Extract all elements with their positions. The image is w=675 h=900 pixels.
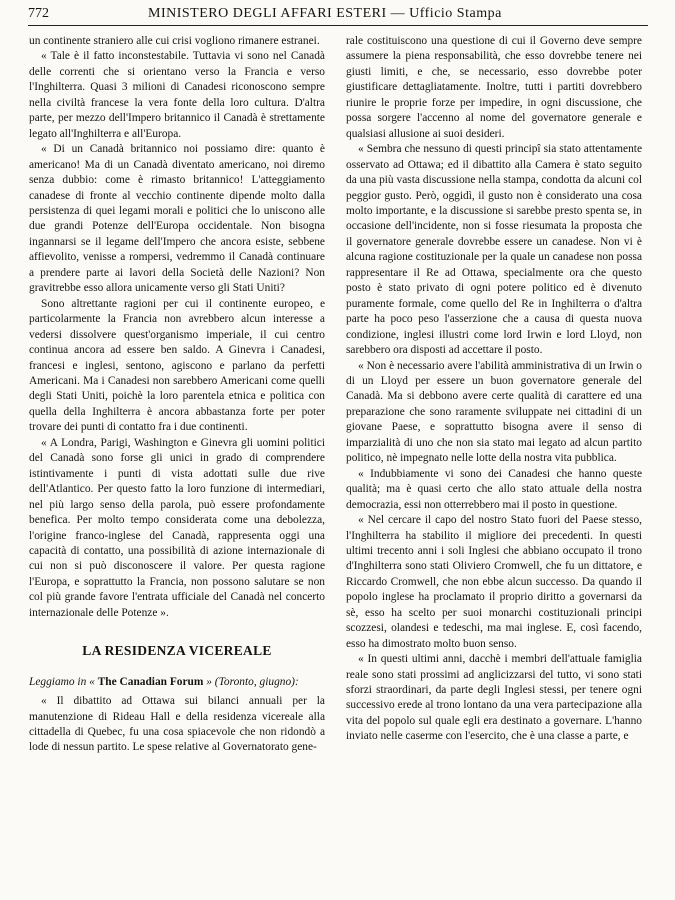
paragraph: rale costituiscono una questione di cui il Governo deve sempre assumere la piena responsabilità, che esso dovrebbe tenere nei giusti limiti, e che, se necessario, esso dovrebbe poter giustificare dettagliatamente. Inoltre, tutti i partiti dovrebbero riunire le proprie forze per impedire, in ogni discussione, che possa sorgere l'accenno al nome del governatore generale e qualsiasi allusione ai suoi desideri. [346,35,642,140]
paragraph: « Indubbiamente vi sono dei Canadesi che hanno queste qualità; ma è quasi certo che allo stato attuale della nostra democrazia, essi non otterrebbero mai il posto in questione. [346,467,642,511]
paragraph: « Nel cercare il capo del nostro Stato fuori del Paese stesso, l'Inghilterra ha stabilito il migliore dei precedenti. In questi ultimi trecento anni i soli Inglesi che abbiano occupato il trono d'Inghilterra sono stati Oliviero Cromwell, che fu un dittatore, e Riccardo Cromwell, che non ebbe alcun successo. Da quando il popolo inglese ha proclamato il proprio diritto a governarsi da sè, esso ha scelto per suoi monarchi costituzionali principi scozzesi, olandesi e tedeschi, ma mai inglese. E, così facendo, esso ha dimostrato molto buon senso. [346,514,642,650]
intro-lead: Leggiamo in « [29,675,95,688]
intro-tail: » (Toronto, giugno): [206,675,299,688]
paragraph: « Tale è il fatto inconstestabile. Tuttavia vi sono nel Canadà delle correnti che si orientano verso la Francia e verso l'Inghilterra. Quasi 3 milioni di Canadesi riconoscono sempre nella civiltà francese la vera fonte della loro cultura. D'altra parte, per mezzo dell'Impero britannico il Canadà è strettamente legato all'Inghilterra e all'Europa. [29,50,325,140]
source-intro [29,675,325,690]
paragraph: « Sembra che nessuno di questi principî sia stato attentamente osservato ad Ottawa; ed il dibattito alla Camera è stato seguito da una più vasta discussione nella stampa, condotta da alcuni col peggior gusto. Però, oggidì, il gusto non è considerato una cosa molto importante, e la discussione si sarebbe presto spenta se, in occasione dell'incidente, non si fosse riesumata la proposta che il governatore generale dovrebbe essere un canadese. Non vi è alcuna ragione costituzionale per la quale un canadese non possa rappresentare il Re ad Ottawa, specialmente ora che questo posto è stato privato di ogni potere politico ed è divenuto puramente formale, come quello del Re in Inghilterra o d'altra parte ha poco peso l'asserzione che a causa di questa nuova condizione, inglesi illustri come lord Irwin e lord Lloyd, non sarebbero ora disposti ad accettare il posto. [346,143,642,357]
running-title: MINISTERO DEGLI AFFARI ESTERI — Ufficio Stampa [148,6,502,21]
section-heading: LA RESIDENZA VICEREALE [82,643,272,659]
paragraph: Sono altrettante ragioni per cui il continente europeo, e particolarmente la Francia non avrebbero alcun interesse a vedersi dissolvere quest'organismo imperiale, il cui centro continua ancora ad essere ben saldo. A Ginevra i Canadesi, francesi e inglesi, sentono, agiscono e parlano da perfetti Americani. Ma i Canadesi non sarebbero Americani come quelli degli Stati Uniti, poichè la loro parentela etnica e politica con quella della Inghilterra è ancora abbastanza forte per poter trovare dei punti di contatto fra i due continenti. [29,297,325,434]
paragraph: « In questi ultimi anni, dacchè i membri dell'attuale famiglia reale sono stati prossimi ad anglicizzarsi del tutto, vi sono stati sforzi straordinari, da parte degli Inglesi stessi, per tenere ogni successivo erede al trono lontano da una vera partecipazione alla vita del popolo sul quale egli era destinato a governare. L'hanno inviato nelle caserme con l'esercito, che è una classe a parte, e [346,653,642,743]
paragraph: « Il dibattito ad Ottawa sui bilanci annuali per la manutenzione di Rideau Hall e della residenza vicereale alla cittadella di Quebec, fu una cosa spiacevole che non ridondò a lode di nessun partito. Le spese relative al Governatorato gene- [29,695,325,754]
left-column [29,34,325,756]
page-header [0,4,675,26]
paragraph: « Di un Canadà britannico noi possiamo dire: quanto è americano! Ma di un Canadà diventato americano, noi diremo senza dubbio: come è rimasto britannico! L'atteggiamento canadese di fronte al vecchio continente dipende molto dalla persistenza di quei legami morali e politici che lo uniscono alle due grandi Potenze dell'Europa occidentale. Non bisogna ingannarsi se il legame dell'Impero che ancora esiste, sebbene affievolito, venisse a rompersi, vedremmo il Canadà continuare a prendere parte ai lavori della Società delle Nazioni? Non gravitrebbe esso allora unicamente verso gli Stati Uniti? [29,143,325,295]
header-rule [28,25,648,26]
source-title: The Canadian Forum [97,675,204,688]
page-number: 772 [28,6,49,21]
paragraph: un continente straniero alle cui crisi vogliono rimanere estranei. [29,35,320,47]
right-column [346,34,642,745]
paragraph: « A Londra, Parigi, Washington e Ginevra gli uomini politici del Canadà sono forse gli unici in grado di comprendere istintivamente i punti di vista adottati sulle due rive dell'Atlantico. Per questo fatto la loro funzione di intermediari, nel più largo senso della parola, può essere profondamente benefica. Per molto tempo considerata come una debolezza, l'origine franco-inglese del Canadà, rappresenta oggi una capacità di contatto, una possibilità di azione internazionale di cui non si può disconoscere il valore. Per questa ragione l'Europa, e soprattutto la Francia, non possono salutare se non col più grande favore l'entrata ufficiale del Canadà nel concerto internazionale delle Potenze ». [29,436,325,619]
paragraph: « Non è necessario avere l'abilità amministrativa di un Irwin o di un Lloyd per essere un buon governatore generale del Canadà. Ma si debbono avere certe qualità di carattere ed una preparazione che sono raramente sviluppate nei cittadini di un giovane Paese, e soprattutto bisogna avere il senso di imparzialità di uno che non sia stato mai legato ad alcun partito politico, nè impegnato nelle lotte della nostra vita pubblica. [346,359,642,465]
